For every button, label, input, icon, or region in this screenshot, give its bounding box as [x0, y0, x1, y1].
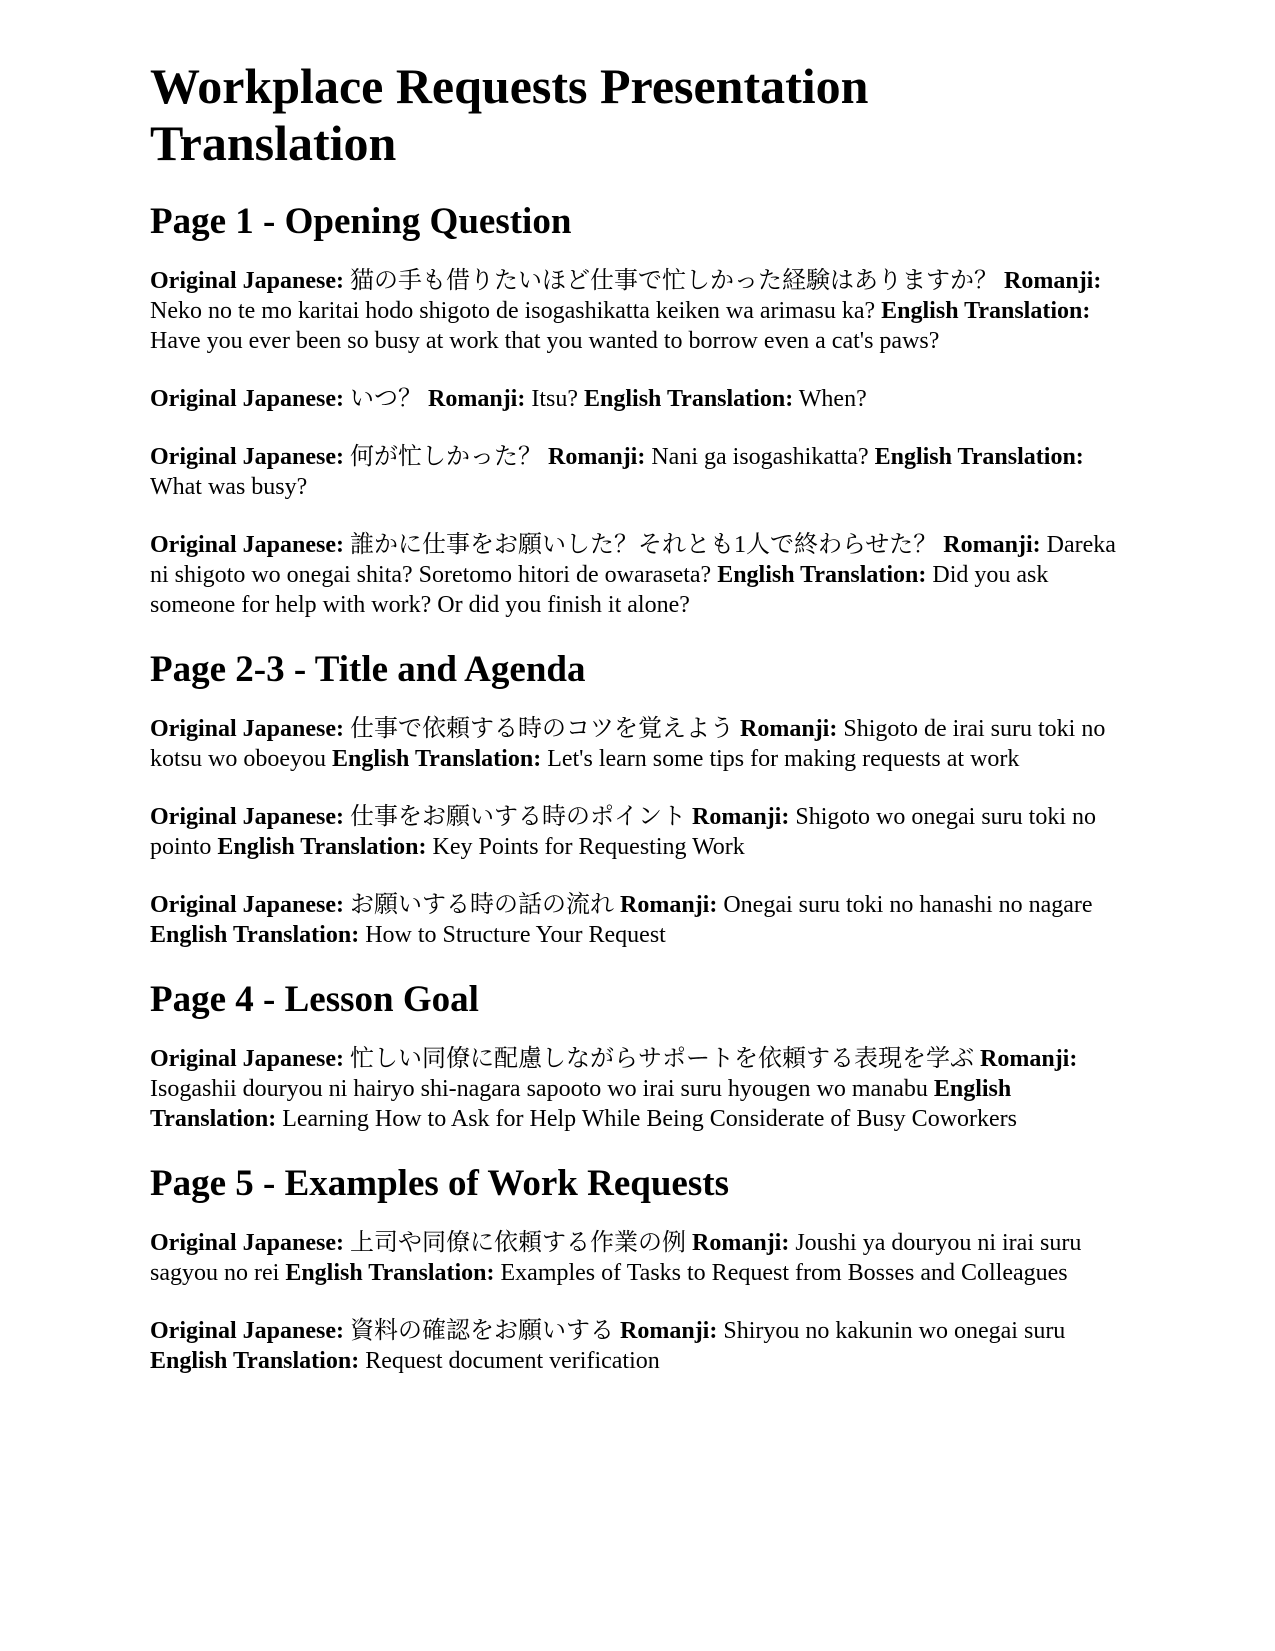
label-romanji: Romanji: — [428, 386, 526, 412]
romanji-text: Nani ga isogashikatta? — [651, 444, 869, 470]
label-english: English Translation: — [150, 1348, 360, 1374]
label-romanji: Romanji: — [548, 444, 646, 470]
label-english: English Translation: — [285, 1260, 495, 1286]
document-page — [150, 58, 1130, 1404]
label-romanji: Romanji: — [692, 1230, 790, 1256]
label-english: English Translation: — [217, 834, 427, 860]
translation-entry — [150, 530, 1130, 620]
label-original: Original Japanese: — [150, 444, 345, 470]
japanese-text: 仕事で依頼する時のコツを覚えよう — [350, 716, 735, 742]
label-romanji: Romanji: — [740, 716, 838, 742]
label-romanji: Romanji: — [1004, 268, 1102, 294]
japanese-text: 猫の手も借りたいほど仕事で忙しかった経験はありますか？ — [350, 268, 999, 294]
section-heading: Page 2-3 - Title and Agenda — [150, 649, 586, 690]
translation-entry — [150, 714, 1130, 774]
japanese-text: 何が忙しかった？ — [350, 444, 543, 470]
document-title: Workplace Requests Presentation Translation — [150, 58, 869, 171]
romanji-text: Shigoto de irai suru toki no kotsu wo oboeyou — [150, 716, 1106, 772]
english-text: What was busy? — [150, 474, 308, 500]
english-text: Examples of Tasks to Request from Bosses and Colleagues — [500, 1260, 1068, 1286]
label-original: Original Japanese: — [150, 716, 345, 742]
english-text: Have you ever been so busy at work that you wanted to borrow even a cat's paws? — [150, 328, 940, 354]
japanese-text: 忙しい同僚に配慮しながらサポートを依頼する表現を学ぶ — [350, 1046, 975, 1072]
label-romanji: Romanji: — [620, 1318, 718, 1344]
english-text: Request document verification — [365, 1348, 660, 1374]
romanji-text: Isogashii douryou ni hairyo shi-nagara sapooto wo irai suru hyougen wo manabu — [150, 1076, 928, 1102]
section-heading: Page 1 - Opening Question — [150, 201, 572, 242]
romanji-text: Itsu? — [531, 386, 578, 412]
label-romanji: Romanji: — [692, 804, 790, 830]
label-original: Original Japanese: — [150, 532, 345, 558]
label-original: Original Japanese: — [150, 892, 345, 918]
label-english: English Translation: — [332, 746, 542, 772]
romanji-text: Shigoto wo onegai suru toki no pointo — [150, 804, 1096, 860]
section — [150, 648, 1130, 950]
label-english: English Translation: — [881, 298, 1091, 324]
romanji-text: Dareka ni shigoto wo onegai shita? Soretomo hitori de owaraseta? — [150, 532, 1116, 588]
translation-entry — [150, 384, 1130, 414]
section-heading: Page 5 - Examples of Work Requests — [150, 1163, 729, 1204]
label-english: English Translation: — [584, 386, 794, 412]
japanese-text: 仕事をお願いする時のポイント — [350, 804, 687, 830]
translation-entry — [150, 802, 1130, 862]
japanese-text: お願いする時の話の流れ — [350, 892, 615, 918]
japanese-text: いつ？ — [350, 386, 423, 412]
translation-entry — [150, 1044, 1130, 1134]
japanese-text: 資料の確認をお願いする — [350, 1318, 615, 1344]
translation-entry — [150, 1316, 1130, 1376]
translation-entry — [150, 890, 1130, 950]
translation-entry — [150, 442, 1130, 502]
label-english: English Translation: — [150, 922, 360, 948]
label-english: English Translation: — [717, 562, 927, 588]
label-romanji: Romanji: — [943, 532, 1041, 558]
section-heading: Page 4 - Lesson Goal — [150, 979, 479, 1020]
romanji-text: Onegai suru toki no hanashi no nagare — [723, 892, 1093, 918]
label-original: Original Japanese: — [150, 386, 345, 412]
english-text: Let's learn some tips for making requests at work — [547, 746, 1020, 772]
document-body — [150, 200, 1130, 1376]
japanese-text: 誰かに仕事をお願いした？それとも1人で終わらせた？ — [350, 532, 938, 558]
english-text: Did you ask someone for help with work? Or did you finish it alone? — [150, 562, 1049, 618]
japanese-text: 上司や同僚に依頼する作業の例 — [350, 1230, 687, 1256]
label-romanji: Romanji: — [620, 892, 718, 918]
english-text: Learning How to Ask for Help While Being Considerate of Busy Coworkers — [282, 1106, 1017, 1132]
label-english: English Translation: — [150, 1076, 1012, 1132]
label-original: Original Japanese: — [150, 804, 345, 830]
translation-entry — [150, 1228, 1130, 1288]
romanji-text: Joushi ya douryou ni irai suru sagyou no rei — [150, 1230, 1082, 1286]
label-original: Original Japanese: — [150, 1318, 345, 1344]
label-original: Original Japanese: — [150, 268, 345, 294]
label-english: English Translation: — [874, 444, 1084, 470]
section — [150, 200, 1130, 620]
english-text: How to Structure Your Request — [365, 922, 666, 948]
translation-entry — [150, 266, 1130, 356]
english-text: When? — [798, 386, 867, 412]
label-original: Original Japanese: — [150, 1230, 345, 1256]
label-romanji: Romanji: — [980, 1046, 1078, 1072]
section — [150, 1162, 1130, 1376]
romanji-text: Shiryou no kakunin wo onegai suru — [723, 1318, 1066, 1344]
romanji-text: Neko no te mo karitai hodo shigoto de isogashikatta keiken wa arimasu ka? — [150, 298, 876, 324]
section — [150, 978, 1130, 1134]
label-original: Original Japanese: — [150, 1046, 345, 1072]
english-text: Key Points for Requesting Work — [432, 834, 745, 860]
